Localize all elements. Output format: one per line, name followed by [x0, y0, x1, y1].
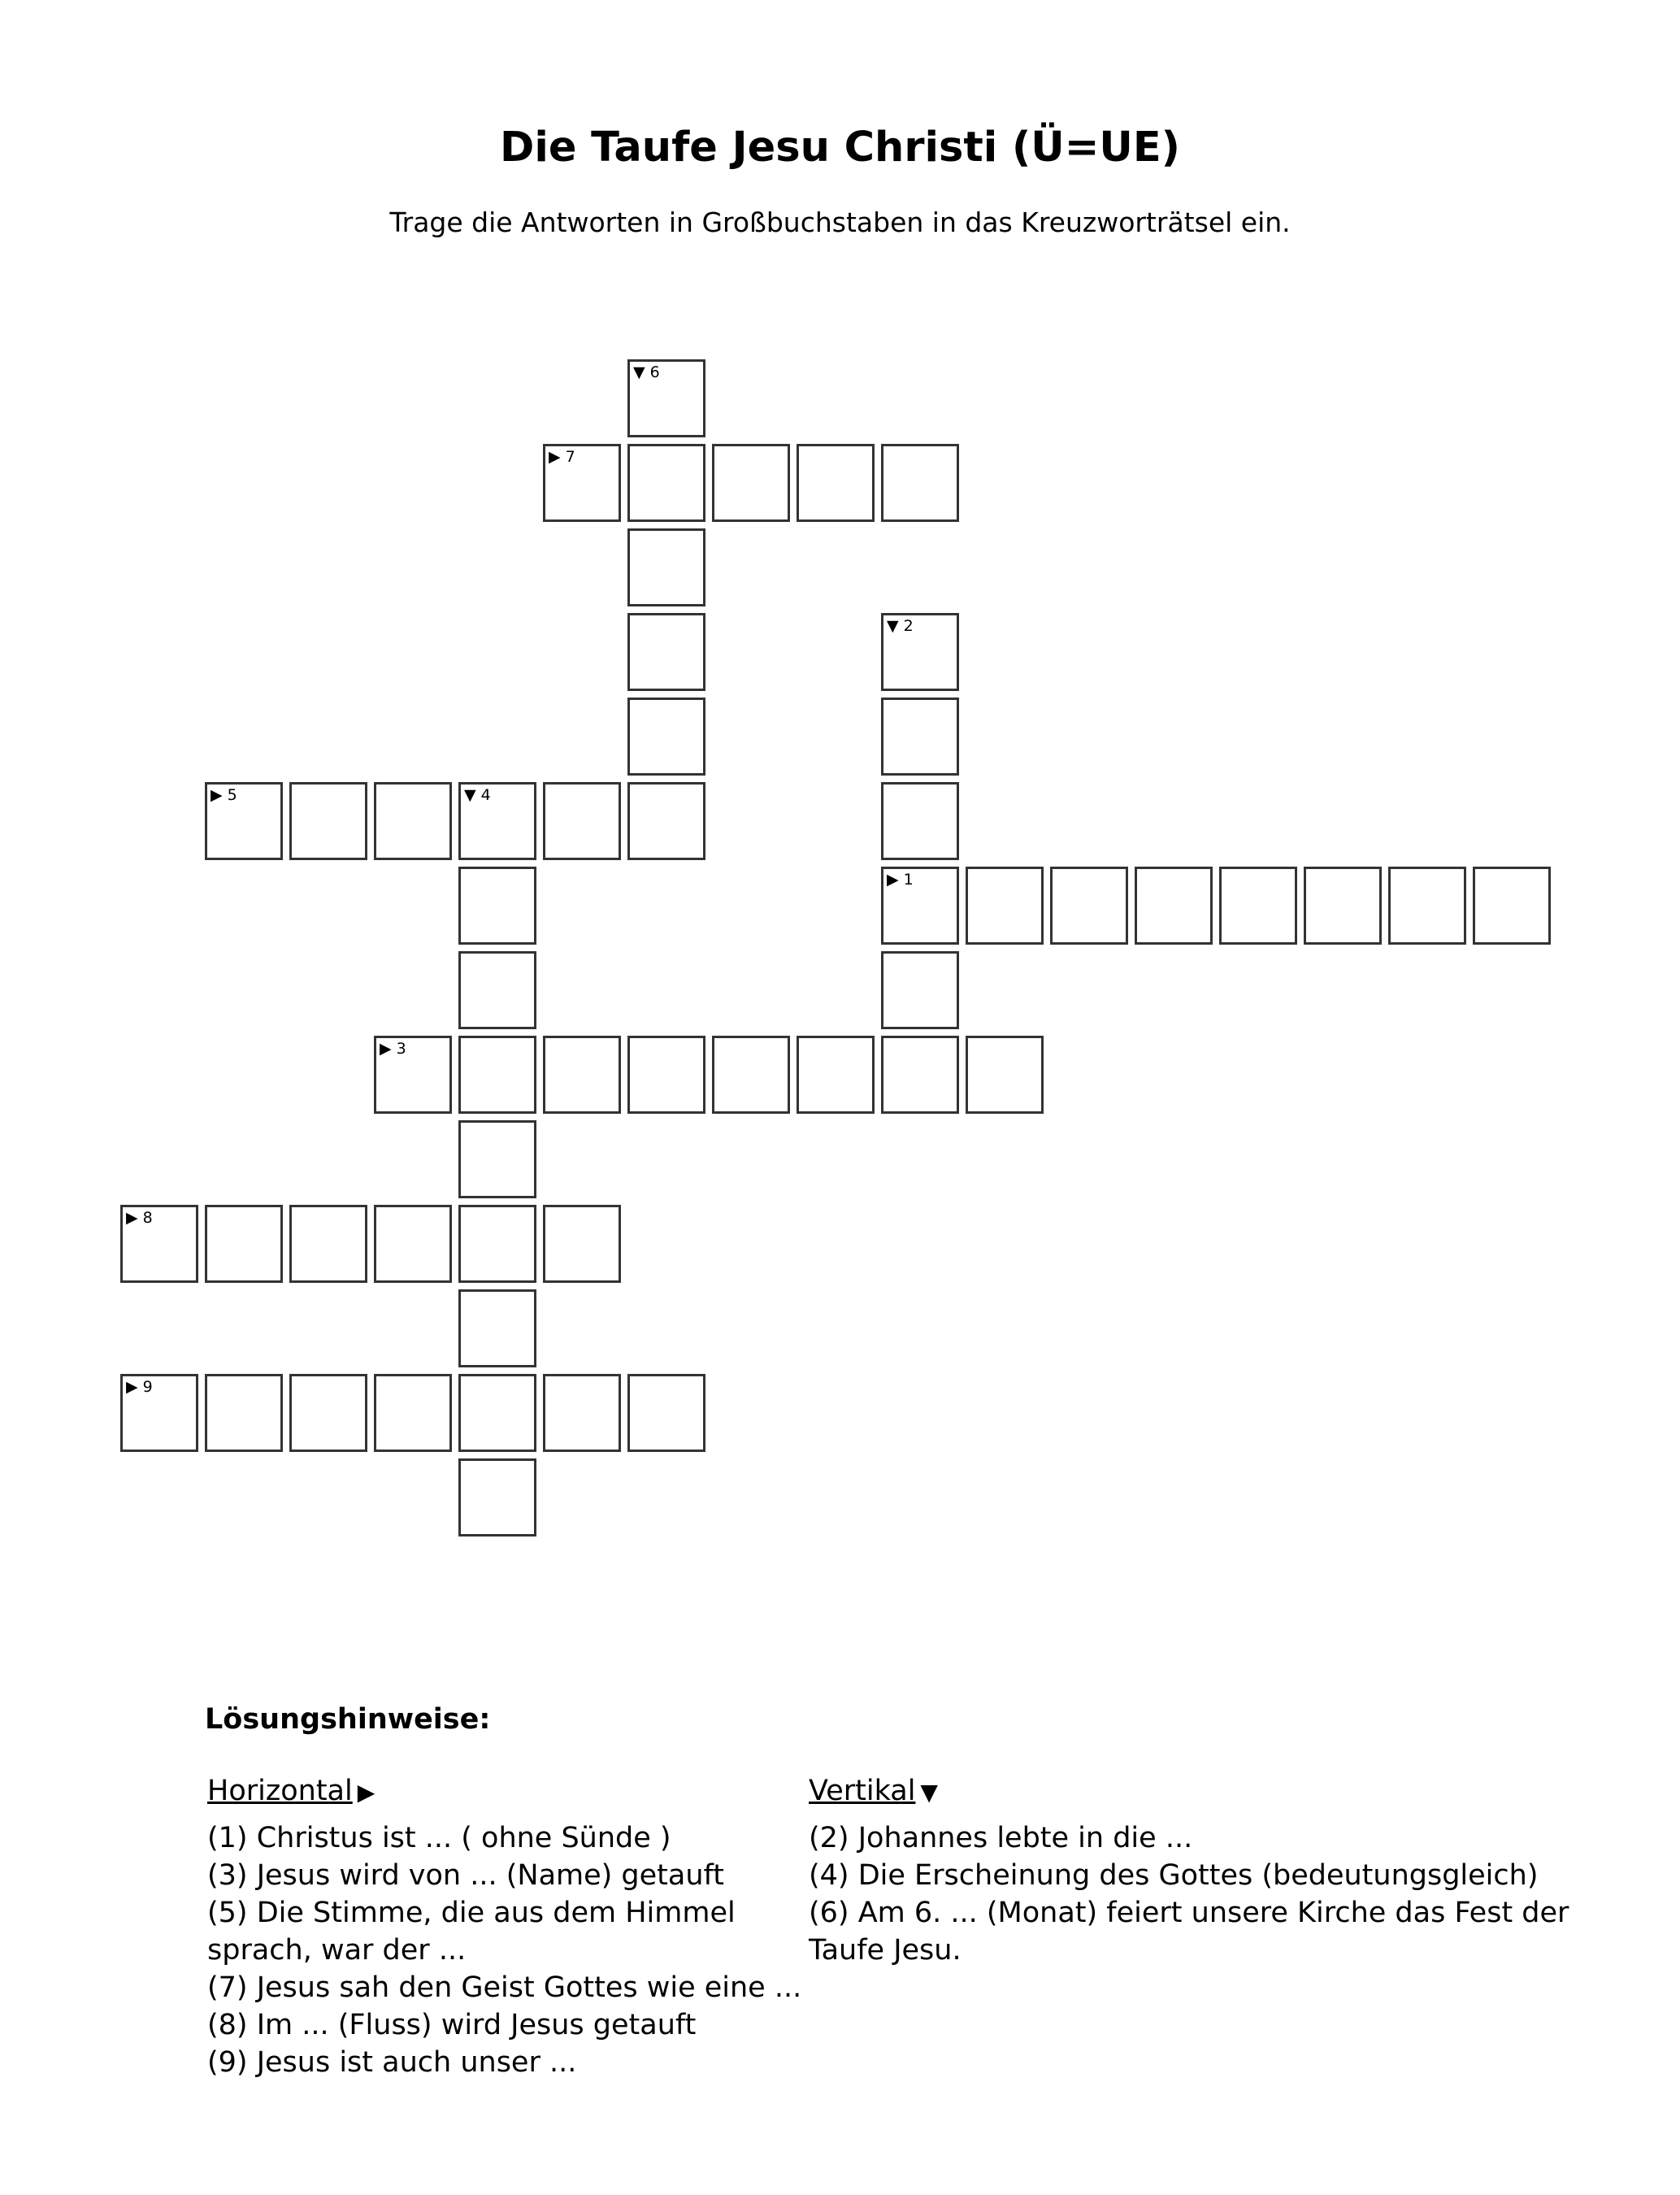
clue-down-4: (4) Die Erscheinung des Gottes (bedeutungsgleich): [809, 1859, 1539, 1892]
grid-cell[interactable]: [458, 1289, 536, 1367]
grid-cell[interactable]: [627, 528, 705, 606]
grid-cell[interactable]: [627, 782, 705, 860]
grid-cell[interactable]: [881, 951, 959, 1029]
grid-cell[interactable]: [966, 1036, 1044, 1114]
clue-across-9: (9) Jesus ist auch unser ...: [207, 2046, 577, 2079]
clue-number-label: ▼ 6: [633, 363, 660, 381]
grid-cell[interactable]: [289, 1374, 367, 1452]
grid-cell[interactable]: [1304, 867, 1382, 945]
grid-cell[interactable]: [374, 1205, 452, 1283]
grid-cell[interactable]: [289, 782, 367, 860]
grid-cell[interactable]: [374, 1374, 452, 1452]
grid-cell[interactable]: [374, 782, 452, 860]
clue-across-8: (8) Im ... (Fluss) wird Jesus getauft: [207, 2009, 697, 2041]
grid-cell[interactable]: [881, 1036, 959, 1114]
grid-cell[interactable]: [458, 1374, 536, 1452]
horizontal-clues-column: [207, 1772, 805, 2081]
instruction-text: Trage die Antworten in Großbuchstaben in das Kreuzworträtsel ein.: [389, 206, 1291, 238]
grid-cell[interactable]: [627, 1036, 705, 1114]
grid-cell[interactable]: [120, 1205, 198, 1283]
grid-cell[interactable]: [458, 951, 536, 1029]
vertical-label: Vertikal: [809, 1775, 916, 1807]
grid-cell[interactable]: [627, 359, 705, 437]
grid-cell[interactable]: [627, 613, 705, 691]
grid-cell[interactable]: [289, 1205, 367, 1283]
grid-cell[interactable]: [458, 867, 536, 945]
grid-cell[interactable]: [881, 782, 959, 860]
grid-cell[interactable]: [712, 444, 790, 522]
vertical-clues-column: [809, 1772, 1597, 1969]
grid-cell[interactable]: [543, 782, 621, 860]
clue-across-1: (1) Christus ist ... ( ohne Sünde ): [207, 1822, 671, 1854]
grid-cell[interactable]: [205, 782, 283, 860]
grid-cell[interactable]: [205, 1205, 283, 1283]
clue-down-6: (6) Am 6. ... (Monat) feiert unsere Kirche das Fest der Taufe Jesu.: [809, 1897, 1569, 1967]
grid-cell[interactable]: [458, 1458, 536, 1536]
grid-cell[interactable]: [627, 698, 705, 776]
grid-cell[interactable]: [881, 698, 959, 776]
grid-cell[interactable]: [543, 444, 621, 522]
grid-cell[interactable]: [458, 782, 536, 860]
grid-cell[interactable]: [120, 1374, 198, 1452]
grid-cell[interactable]: [627, 444, 705, 522]
clue-number-label: ▶ 8: [126, 1209, 153, 1227]
grid-cell[interactable]: [205, 1374, 283, 1452]
grid-cell[interactable]: [1135, 867, 1213, 945]
grid-cell[interactable]: [1219, 867, 1297, 945]
grid-cell[interactable]: [1050, 867, 1128, 945]
grid-cell[interactable]: [543, 1374, 621, 1452]
clue-across-3: (3) Jesus wird von ... (Name) getauft: [207, 1859, 724, 1892]
grid-cell[interactable]: [797, 444, 875, 522]
clue-number-label: ▼ 4: [464, 786, 491, 804]
grid-cell[interactable]: [881, 613, 959, 691]
clue-number-label: ▶ 1: [887, 871, 914, 889]
clue-number-label: ▶ 7: [549, 448, 575, 466]
grid-cell[interactable]: [458, 1205, 536, 1283]
clue-number-label: ▼ 2: [887, 617, 914, 635]
grid-cell[interactable]: [1473, 867, 1551, 945]
grid-cell[interactable]: [966, 867, 1044, 945]
grid-cell[interactable]: [458, 1120, 536, 1198]
clue-number-label: ▶ 9: [126, 1378, 153, 1396]
hints-heading: Lösungshinweise:: [205, 1703, 491, 1736]
grid-cell[interactable]: [797, 1036, 875, 1114]
horizontal-label: Horizontal: [207, 1775, 353, 1807]
clue-across-7: (7) Jesus sah den Geist Gottes wie eine ...: [207, 1971, 802, 2004]
horizontal-clues-header: [207, 1772, 805, 1811]
clue-down-2: (2) Johannes lebte in die ...: [809, 1822, 1193, 1854]
vertical-clues-header: [809, 1772, 1597, 1811]
grid-cell[interactable]: [543, 1205, 621, 1283]
clue-number-label: ▶ 5: [211, 786, 237, 804]
grid-cell[interactable]: [374, 1036, 452, 1114]
grid-cell[interactable]: [712, 1036, 790, 1114]
grid-cell[interactable]: [627, 1374, 705, 1452]
grid-cell[interactable]: [881, 444, 959, 522]
clue-number-label: ▶ 3: [380, 1040, 406, 1058]
grid-cell[interactable]: [543, 1036, 621, 1114]
page-title: Die Taufe Jesu Christi (Ü=UE): [500, 124, 1180, 172]
down-arrow-icon: ▼: [920, 1779, 938, 1806]
clue-across-5: (5) Die Stimme, die aus dem Himmel sprach, war der ...: [207, 1897, 736, 1967]
right-arrow-icon: ▶: [357, 1779, 376, 1806]
grid-cell[interactable]: [881, 867, 959, 945]
grid-cell[interactable]: [1388, 867, 1466, 945]
grid-cell[interactable]: [458, 1036, 536, 1114]
